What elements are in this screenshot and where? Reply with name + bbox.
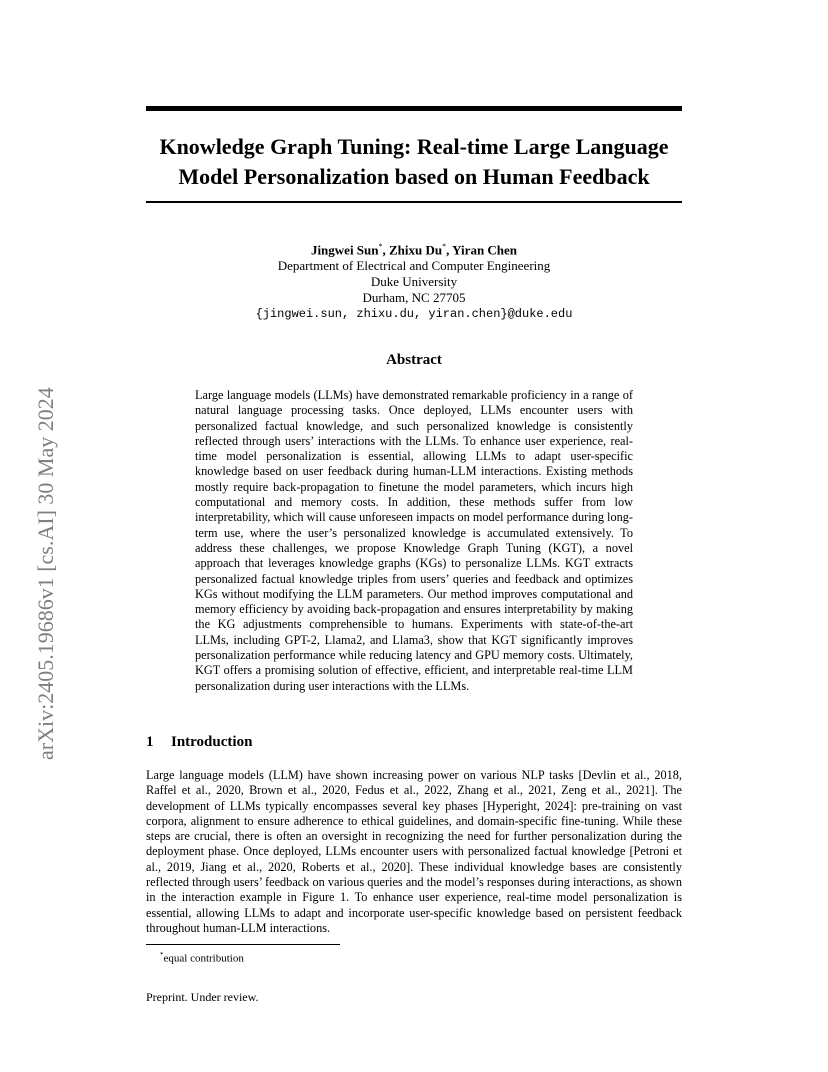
- author-address: Durham, NC 27705: [362, 290, 466, 306]
- footnote-marker: *: [160, 951, 164, 959]
- footnote-text: equal contribution: [163, 952, 244, 965]
- abstract-body: Large language models (LLMs) have demonstrated remarkable proficiency in a range of natural language processing tasks. Once deployed, LLMs encounter users with personalized factual knowledge, and such personalized knowledge is consistently reflected through users’ interactions with the LLMs. To enhance user experience, real-time model personalization is essential, allowing LLMs to adapt user-specific knowledge based on user feedback during human-LLM interactions. Existing methods mostly require back-propagation to finetune the model parameters, which incurs high computational and memory costs. In addition, these methods suffer from low interpretability, which will cause unforeseen impacts on model performance during long-term use, where the user’s personalized knowledge is accumulated extensively. To address these challenges, we propose Knowledge Graph Tuning (KGT), a novel approach that leverages knowledge graphs (KGs) to personalize LLMs. KGT extracts personalized factual knowledge triples from users’ queries and feedback and optimizes KGs without modifying the LLM parameters. Our method improves computational and memory efficiency by avoiding back-propagation and ensures interpretability by making the KG adjustments comprehensible to humans. Experiments with state-of-the-art LLMs, including GPT-2, Llama2, and Llama3, show that KGT significantly improves personalization performance while reducing latency and GPU memory costs. Ultimately, KGT offers a promising solution of effective, efficient, and interpretable real-time LLM personalization during user interactions with the LLMs.: [195, 388, 633, 693]
- footnote-rule: [146, 944, 340, 945]
- author-name: Jingwei Sun: [310, 242, 379, 258]
- author-block: [146, 239, 682, 322]
- footnote: [160, 948, 244, 966]
- author-names: Jingwei Sun*, Zhixu Du*, Yiran Chen: [310, 242, 518, 258]
- title-top-rule: [146, 106, 682, 111]
- author-name: Yiran Chen: [452, 242, 518, 258]
- section-title: Introduction: [171, 734, 253, 750]
- title-bottom-rule: [146, 201, 682, 203]
- author-university: Duke University: [370, 274, 458, 290]
- paper-title: Knowledge Graph Tuning: Real-time Large Language Model Personalization based on Human Feedback: [159, 134, 669, 189]
- abstract-heading: Abstract: [386, 352, 442, 368]
- section-heading: [146, 733, 682, 751]
- author-affiliation: Department of Electrical and Computer Engineering: [277, 258, 551, 274]
- page-footer: Preprint. Under review.: [146, 990, 259, 1004]
- equal-contribution-marker: *: [378, 242, 383, 251]
- arxiv-identifier-stamp: arXiv:2405.19686v1 [cs.AI] 30 May 2024: [33, 387, 58, 760]
- author-email: {jingwei.sun, zhixu.du, yiran.chen}@duke.edu: [255, 307, 573, 322]
- equal-contribution-marker: *: [442, 242, 447, 251]
- section-number: 1: [146, 734, 154, 750]
- introduction-paragraph: Large language models (LLM) have shown increasing power on various NLP tasks [Devlin et al., 2018, Raffel et al., 2020, Brown et al., 2020, Fedus et al., 2022, Zhang et al., 2021, Zeng et al., 2021]. The development of LLMs typically encompasses several key phases [Hyperight, 2024]: pre-training on vast corpora, alignment to ensure adherence to ethical guidelines, and domain-specific fine-tuning. While these steps are crucial, there is often an oversight in recognizing the need for further personalization during the deployment phase. Once deployed, LLMs encounter users with personalized factual knowledge [Petroni et al., 2019, Jiang et al., 2020, Roberts et al., 2020]. These individual knowledge bases are consistently reflected through users’ feedback on various queries and the model’s responses during interactions, as shown in the interaction example in Figure 1. To enhance user experience, real-time model personalization is essential, allowing LLMs to adapt and incorporate user-specific knowledge based on persistent feedback throughout human-LLM interactions.: [146, 768, 682, 935]
- author-name: Zhixu Du: [389, 242, 443, 258]
